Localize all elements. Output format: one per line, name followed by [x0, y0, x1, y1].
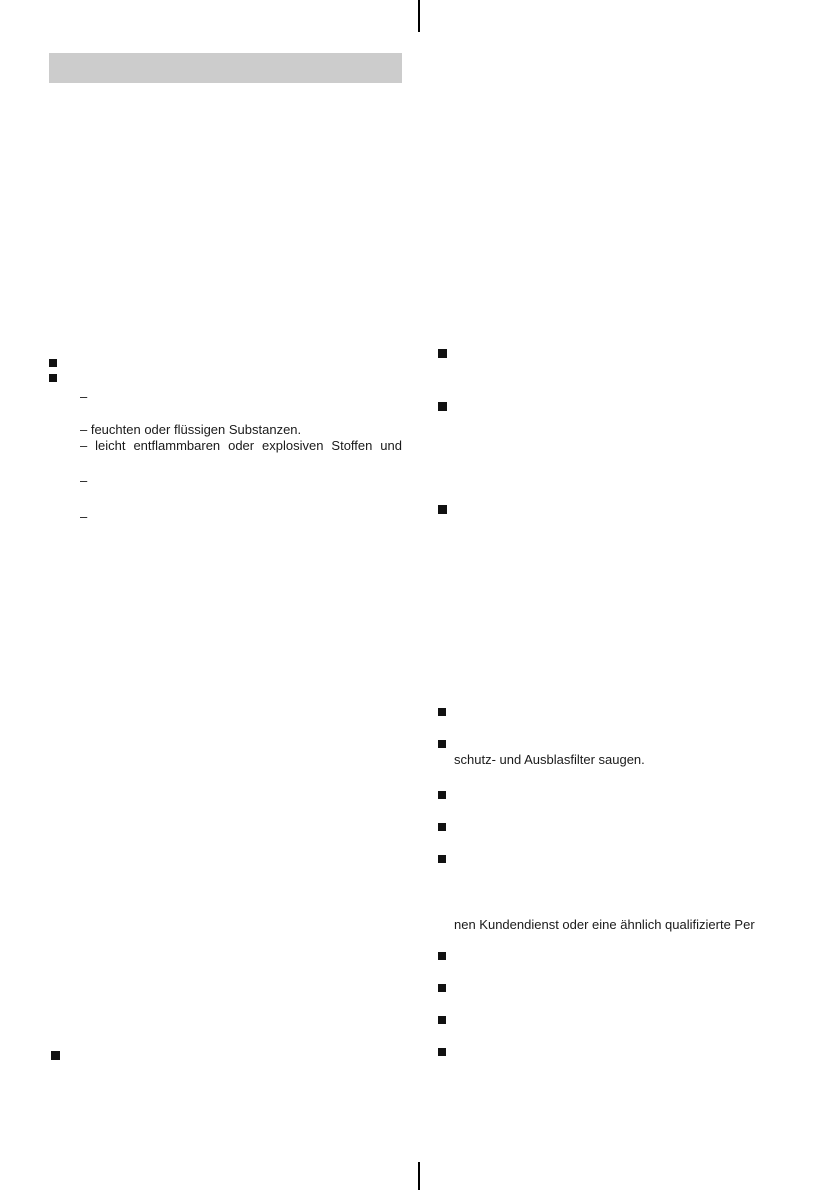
dash-marker: – [80, 473, 88, 488]
bullet-square-icon [438, 1048, 446, 1056]
bullet-square-icon [438, 984, 446, 992]
dash-marker: – [80, 389, 88, 404]
bullet-square-icon [49, 374, 57, 382]
bullet-square-icon [438, 855, 446, 863]
bullet-square-icon [438, 708, 446, 716]
text-line-kundendienst: nen Kundendienst oder eine ähnlich qualifizierte Per [454, 917, 755, 932]
bullet-square-icon [438, 823, 446, 831]
text-line-feuchten: – feuchten oder flüssigen Substanzen. [80, 422, 302, 437]
bullet-square-icon [438, 1016, 446, 1024]
bullet-square-icon [438, 740, 446, 748]
bullet-square-icon [438, 791, 446, 799]
bullet-square-icon [438, 505, 447, 514]
crop-mark-bottom [418, 1162, 420, 1190]
bullet-square-icon [438, 952, 446, 960]
crop-mark-top [418, 0, 420, 32]
section-header-bar [49, 53, 402, 83]
text-line-schutz: schutz- und Ausblasfilter saugen. [454, 752, 645, 767]
bullet-square-icon [49, 359, 57, 367]
bullet-square-icon [51, 1051, 60, 1060]
text-line-leicht: – leicht entflammbaren oder explosiven Stoffen und [80, 438, 402, 453]
dash-marker: – [80, 509, 88, 524]
bullet-square-icon [438, 349, 447, 358]
bullet-square-icon [438, 402, 447, 411]
